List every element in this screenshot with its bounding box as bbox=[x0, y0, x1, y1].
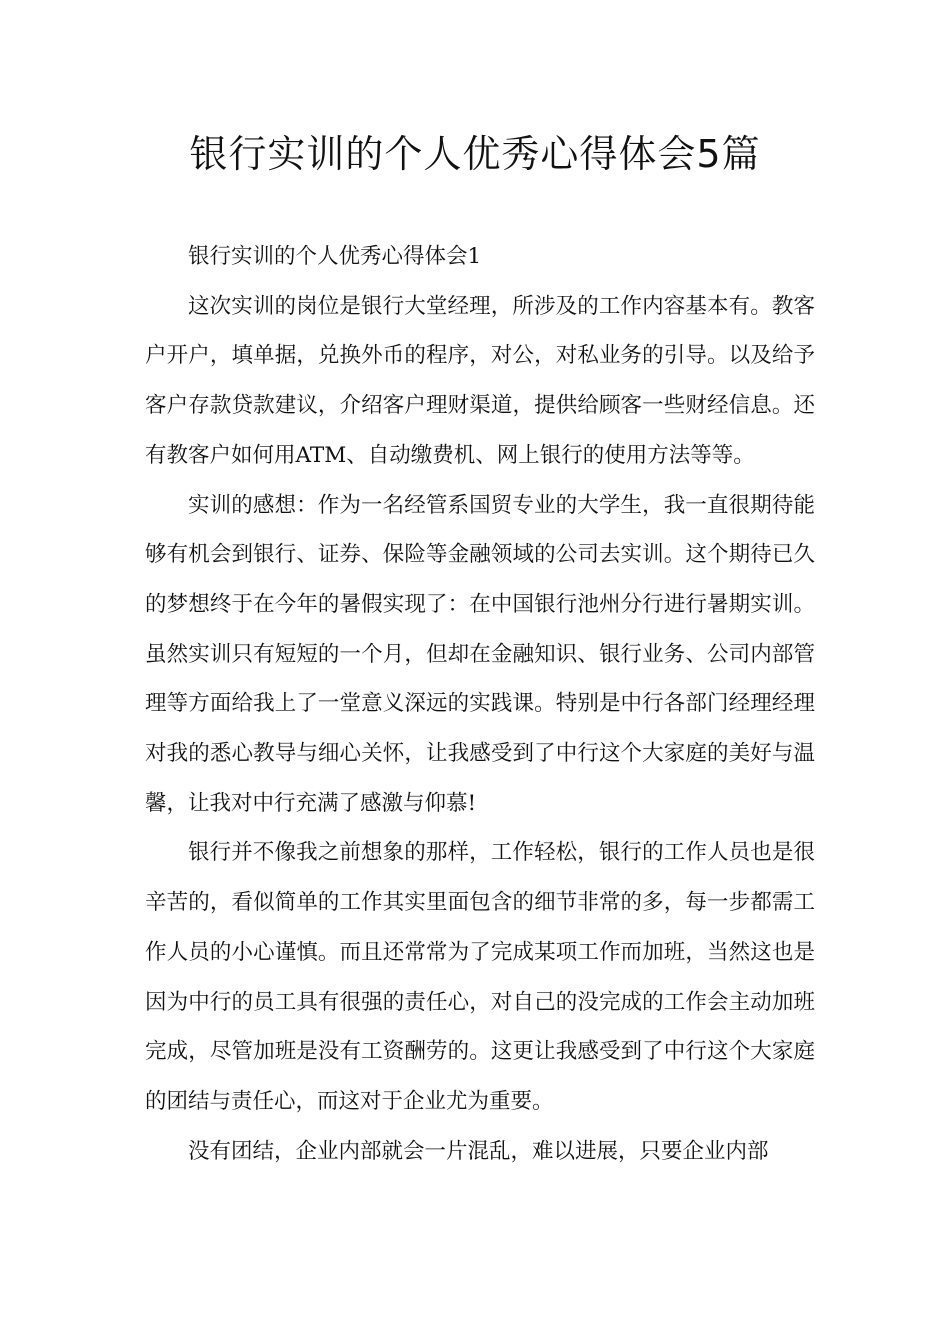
body-paragraph: 这次实训的岗位是银行大堂经理，所涉及的工作内容基本有。教客户开户，填单据，兑换外币的程序，对公，对私业务的引导。以及给予客户存款贷款建议，介绍客户理财渠道，提供给顾客一些财经信息。还有教客户如何用ATM、自动缴费机、网上银行的使用方法等等。 bbox=[145, 293, 815, 468]
body-paragraph: 实训的感想：作为一名经管系国贸专业的大学生，我一直很期待能够有机会到银行、证券、保险等金融领域的公司去实训。这个期待已久的梦想终于在今年的暑假实现了：在中国银行池州分行进行暑期实训。虽然实训只有短短的一个月，但却在金融知识、银行业务、公司内部管理等方面给我上了一堂意义深远的实践课。特别是中行各部门经理经理对我的悉心教导与细心关怀，让我感受到了中行这个大家庭的美好与温馨，让我对中行充满了感激与仰慕! bbox=[145, 492, 815, 816]
section-heading: 银行实训的个人优秀心得体会1 bbox=[188, 244, 482, 269]
body-paragraph: 没有团结，企业内部就会一片混乱，难以进展，只要企业内部 bbox=[188, 1138, 769, 1164]
body-paragraph: 银行并不像我之前想象的那样，工作轻松，银行的工作人员也是很辛苦的，看似简单的工作其实里面包含的细节非常的多，每一步都需工作人员的小心谨慎。而且还常常为了完成某项工作而加班，当然这也是因为中行的员工具有很强的责任心，对自己的没完成的工作会主动加班完成，尽管加班是没有工资酬劳的。这更让我感受到了中行这个大家庭的团结与责任心，而这对于企业尤为重要。 bbox=[145, 840, 815, 1114]
document-title: 银行实训的个人优秀心得体会5篇 bbox=[189, 132, 761, 176]
document-body bbox=[145, 232, 815, 1176]
